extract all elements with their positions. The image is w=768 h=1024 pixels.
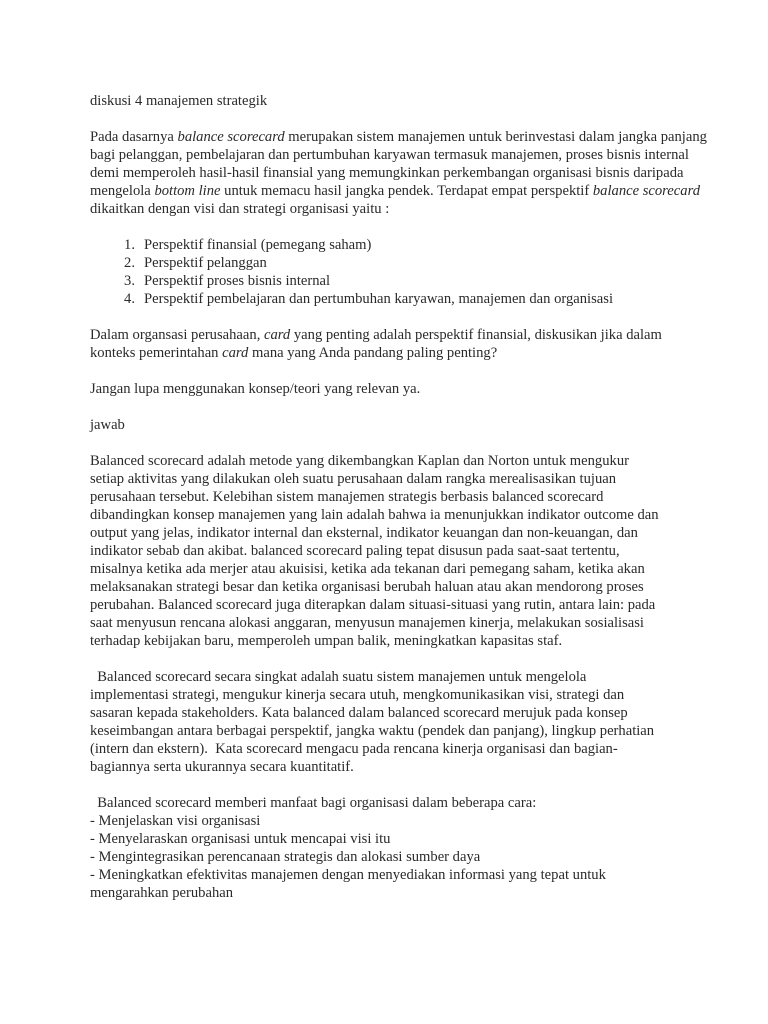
bullet-line: - Mengintegrasikan perencanaan strategis dan alokasi sumber daya <box>90 849 481 865</box>
question-paragraph <box>90 326 710 362</box>
text-line: setiap aktivitas yang dilakukan oleh suatu perusahaan dalam rangka merealisasikan tujuan <box>90 471 617 487</box>
question-text-3: mana yang Anda pandang paling penting? <box>248 345 498 361</box>
list-text: Perspektif finansial (pemegang saham) <box>144 237 372 253</box>
bullet-line: - Menyelaraskan organisasi untuk mencapai visi itu <box>90 831 391 847</box>
text-line: mengarahkan perubahan <box>90 885 234 901</box>
bullet-line: - Menjelaskan visi organisasi <box>90 813 261 829</box>
perspective-list <box>109 236 613 308</box>
text-line: saat menyusun rencana alokasi anggaran, menyusun manajemen kinerja, melakukan sosialisasi <box>90 615 644 631</box>
list-item <box>109 272 613 290</box>
list-text: Perspektif proses bisnis internal <box>144 273 331 289</box>
intro-paragraph <box>90 128 710 218</box>
intro-italic-2: bottom line <box>154 183 221 199</box>
intro-text-4: dikaitkan dengan visi dan strategi organisasi yaitu : <box>90 201 390 217</box>
intro-text-3: untuk memacu hasil jangka pendek. Terdapat empat perspektif <box>220 183 593 199</box>
text-line: dibandingkan konsep manajemen yang lain adalah bahwa ia menunjukkan indikator outcome dan <box>90 507 659 523</box>
text-line: perubahan. Balanced scorecard juga diterapkan dalam situasi-situasi yang rutin, antara lain: pada <box>90 597 656 613</box>
list-text: Perspektif pelanggan <box>144 255 267 271</box>
answer-paragraph-2 <box>90 668 710 776</box>
question-italic-2: card <box>222 345 249 361</box>
text-line: bagiannya serta ukurannya secara kuantitatif. <box>90 759 354 775</box>
list-number: 4. <box>124 291 135 307</box>
answer-paragraph-1 <box>90 452 710 650</box>
text-line: Balanced scorecard adalah metode yang dikembangkan Kaplan dan Norton untuk mengukur <box>90 453 629 469</box>
document-title: diskusi 4 manajemen strategik <box>90 93 268 109</box>
list-item <box>109 254 613 272</box>
text-line: misalnya ketika ada merjer atau akuisisi, ketika ada tekanan dari pemegang saham, ketika akan <box>90 561 645 577</box>
list-number: 1. <box>124 237 135 253</box>
intro-text-2: merupakan sistem manajemen untuk berinvestasi dalam jangka panjang bagi pelanggan, pembelajaran dan pertumbuhan karyawan termasuk manajemen, proses bisnis internal demi memperoleh hasil-hasil finansial yang memungkinkan perkembangan organisasi bisnis daripada mengelola <box>90 129 707 199</box>
text-line: Balanced scorecard memberi manfaat bagi organisasi dalam beberapa cara: <box>90 795 537 811</box>
list-item <box>109 236 613 254</box>
text-line: indikator sebab dan akibat. balanced scorecard paling tepat disusun pada saat-saat tertentu, <box>90 543 620 559</box>
reminder-text: Jangan lupa menggunakan konsep/teori yang relevan ya. <box>90 381 421 397</box>
intro-italic-1: balance scorecard <box>177 129 285 145</box>
list-text: Perspektif pembelajaran dan pertumbuhan karyawan, manajemen dan organisasi <box>144 291 613 307</box>
question-text-1: Dalam organsasi perusahaan, <box>90 327 264 343</box>
answer-label: jawab <box>90 417 125 433</box>
text-line: perusahaan tersebut. Kelebihan sistem manajemen strategis berbasis balanced scorecard <box>90 489 604 505</box>
text-line: terhadap kebijakan baru, memperoleh umpan balik, meningkatkan kapasitas staf. <box>90 633 563 649</box>
intro-text-1: Pada dasarnya <box>90 129 178 145</box>
text-line: Balanced scorecard secara singkat adalah suatu sistem manajemen untuk mengelola <box>90 669 587 685</box>
bullet-line: - Meningkatkan efektivitas manajemen dengan menyediakan informasi yang tepat untuk <box>90 867 606 883</box>
list-number: 2. <box>124 255 135 271</box>
text-line: (intern dan ekstern). Kata scorecard mengacu pada rencana kinerja organisasi dan bagian- <box>90 741 618 757</box>
question-italic-1: card <box>264 327 291 343</box>
text-line: keseimbangan antara berbagai perspektif, jangka waktu (pendek dan panjang), lingkup perhatian <box>90 723 655 739</box>
text-line: implementasi strategi, mengukur kinerja secara utuh, mengkomunikasikan visi, strategi dan <box>90 687 625 703</box>
list-number: 3. <box>124 273 135 289</box>
text-line: output yang jelas, indikator internal dan eksternal, indikator keuangan dan non-keuangan, dan <box>90 525 638 541</box>
intro-italic-3: balance scorecard <box>592 183 700 199</box>
text-line: sasaran kepada stakeholders. Kata balanced dalam balanced scorecard merujuk pada konsep <box>90 705 628 721</box>
list-item <box>109 290 613 308</box>
answer-paragraph-3 <box>90 794 710 902</box>
question-text-2: yang penting adalah perspektif finansial, diskusikan jika dalam konteks pemerintahan <box>90 327 662 361</box>
text-line: melaksanakan strategi besar dan ketika organisasi berubah haluan atau akan mendorong proses <box>90 579 644 595</box>
